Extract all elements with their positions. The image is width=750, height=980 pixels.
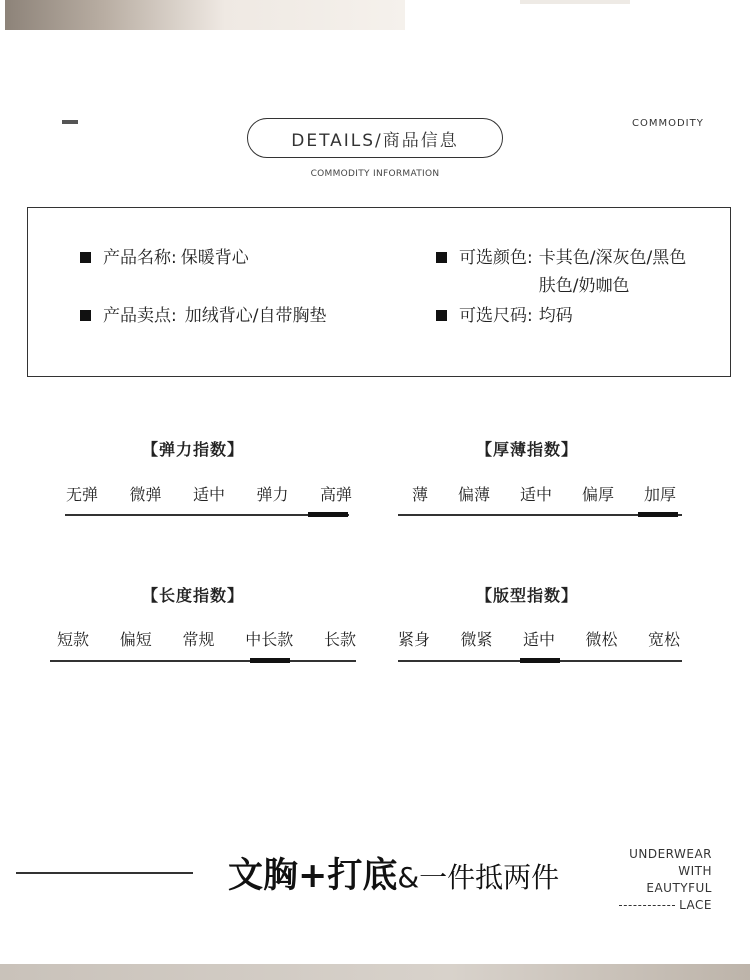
thickness-option: 偏薄: [457, 485, 490, 504]
elasticity-index-title: 【弹力指数】: [142, 440, 245, 459]
elasticity-selected-marker: [308, 512, 348, 517]
elasticity-option: 弹力: [256, 485, 289, 504]
size-label: 可选尺码:: [459, 306, 533, 326]
product-name-item: [80, 244, 249, 272]
bullet-square-icon: [80, 252, 91, 263]
details-subtitle: COMMODITY INFORMATION: [310, 169, 440, 179]
product-photo-top: [5, 0, 405, 30]
fit-option: 微紧: [460, 630, 493, 649]
slogan-rest: &一件抵两件: [397, 861, 560, 894]
fit-option: 宽松: [647, 630, 680, 649]
fit-selected-marker: [520, 658, 560, 663]
colors-value-line1: 卡其色/深灰色/黑色: [538, 248, 687, 268]
size-value: 均码: [538, 306, 573, 326]
size-item: [436, 302, 573, 330]
elasticity-option: 适中: [192, 485, 225, 504]
product-name-label: 产品名称:: [103, 248, 177, 268]
product-photo-bottom: [0, 964, 750, 980]
length-option: 长款: [323, 630, 356, 649]
decorative-dash: [62, 120, 78, 124]
fit-option-selected: 适中: [522, 630, 555, 649]
thickness-selected-marker: [638, 512, 678, 517]
selling-point-value: 加绒背心/自带胸垫: [184, 306, 327, 326]
length-options: [57, 627, 356, 650]
thickness-options: [412, 482, 676, 505]
bullet-square-icon: [80, 310, 91, 321]
colors-item: [436, 244, 686, 300]
colors-label: 可选颜色:: [459, 248, 533, 268]
bullet-square-icon: [436, 310, 447, 321]
colors-value-line2: 肤色/奶咖色: [538, 276, 630, 296]
length-option-selected: 中长款: [245, 630, 294, 649]
thickness-option: 薄: [412, 485, 429, 504]
length-option: 偏短: [119, 630, 152, 649]
fit-option: 紧身: [398, 630, 431, 649]
selling-point-label: 产品卖点:: [103, 306, 177, 326]
dashed-rule: [619, 905, 675, 906]
elasticity-scale-line: [65, 514, 349, 516]
product-photo-top-right: [520, 0, 630, 4]
thickness-index-title: 【厚薄指数】: [476, 440, 579, 459]
lace-caption-line2: EAUTYFUL: [646, 881, 712, 895]
thickness-option-selected: 加厚: [643, 485, 676, 504]
corner-label: COMMODITY: [632, 118, 704, 129]
lace-caption-line1: UNDERWEAR WITH: [629, 847, 712, 878]
thickness-option: 适中: [519, 485, 552, 504]
length-option: 短款: [57, 630, 90, 649]
elasticity-option: 微弹: [129, 485, 162, 504]
details-title-pill: DETAILS/商品信息: [247, 118, 503, 158]
fit-options: [398, 627, 680, 650]
slogan-bold: 文胸+打底: [228, 856, 398, 896]
lace-caption: [592, 846, 712, 914]
slogan-divider-line: [16, 872, 193, 874]
elasticity-option-selected: 高弹: [319, 485, 352, 504]
bullet-square-icon: [436, 252, 447, 263]
selling-point-item: [80, 302, 326, 330]
thickness-option: 偏厚: [581, 485, 614, 504]
elasticity-options: [66, 482, 352, 505]
length-index-title: 【长度指数】: [142, 586, 245, 605]
lace-caption-line3: LACE: [679, 898, 712, 912]
slogan: [228, 848, 559, 898]
elasticity-option: 无弹: [66, 485, 99, 504]
length-scale-line: [50, 660, 356, 662]
product-name-value: 保暖背心: [180, 248, 249, 268]
length-selected-marker: [250, 658, 290, 663]
length-option: 常规: [182, 630, 215, 649]
fit-index-title: 【版型指数】: [476, 586, 579, 605]
fit-option: 微松: [585, 630, 618, 649]
